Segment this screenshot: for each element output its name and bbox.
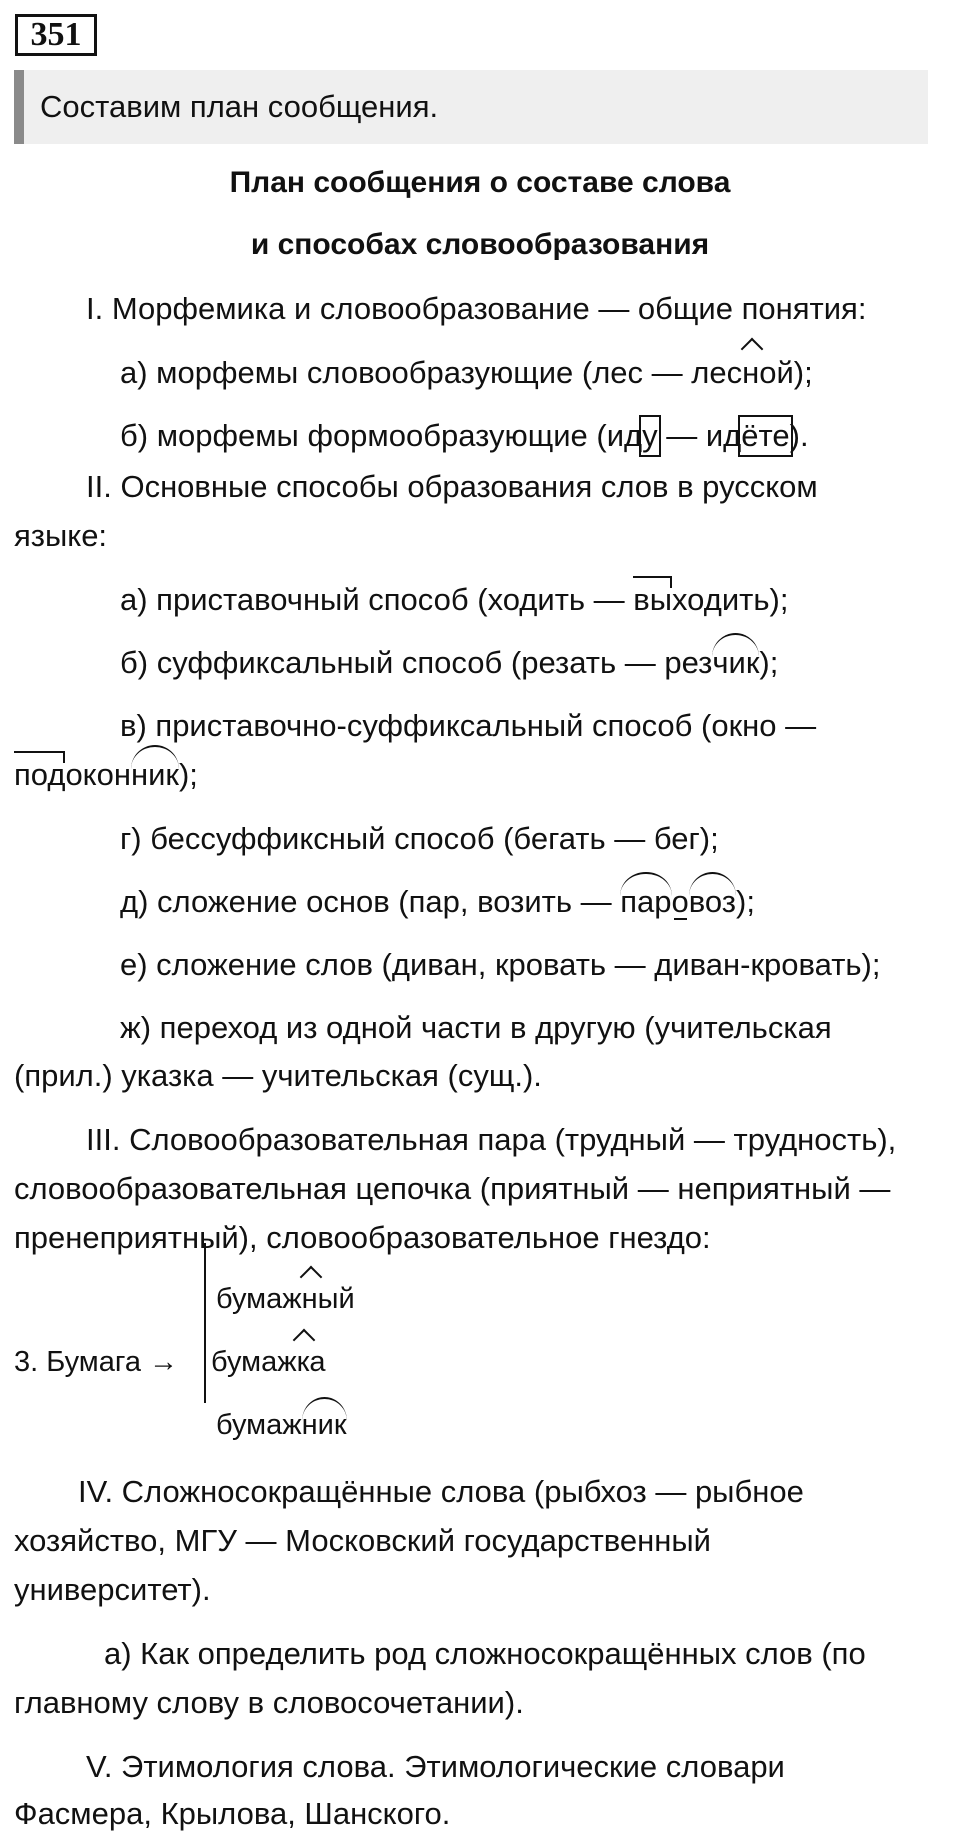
suffix-mark: ник — [301, 1409, 347, 1441]
prefix-mark: вы — [633, 582, 673, 617]
section-2-item-g: г) бессуффиксный способ (бегать — бег); — [120, 821, 719, 856]
item-text: ); — [736, 884, 755, 919]
ending-mark: у — [642, 418, 658, 453]
item-text: ый — [317, 1283, 355, 1315]
word-nest-item-2 — [211, 1346, 325, 1379]
section-4-line-2: хозяйство, МГУ — Московский государственный — [14, 1523, 711, 1558]
section-5-line-1: V. Этимология слова. Этимологические словари — [86, 1749, 785, 1784]
ending-mark: ёте — [741, 418, 790, 453]
section-4-item-a-line-1: а) Как определить род сложносокращённых слов (по — [104, 1636, 866, 1671]
item-text: — ид — [657, 418, 742, 453]
section-2-item-zh-line-1: ж) переход из одной части в другую (учительская — [120, 1010, 832, 1045]
item-text: бумаж — [216, 1409, 302, 1441]
item-text: а) приставочный способ (ходить — — [120, 582, 634, 617]
plan-title-line-1: План сообщения о составе слова — [229, 166, 731, 199]
item-text: ); — [178, 757, 198, 792]
suffix-mark: н — [301, 1283, 318, 1315]
task-statement: Составим план сообщения. — [14, 70, 928, 144]
section-2-heading-line-2: языке: — [14, 518, 108, 553]
suffix-mark: чик — [712, 645, 760, 680]
item-text: б) морфемы формообразующие (ид — [120, 418, 643, 453]
section-3-line-2: словообразовательная цепочка (приятный — неприятный — — [14, 1171, 891, 1206]
item-text: а) морфемы словообразующие (лес — лес — [120, 355, 743, 390]
item-text: бумаж — [216, 1283, 302, 1315]
item-text: ходить); — [672, 582, 789, 617]
section-4-line-1: IV. Сложносокращённые слова (рыбхоз — рыбное — [78, 1474, 804, 1509]
section-3-line-1: III. Словообразовательная пара (трудный — трудность), — [86, 1122, 897, 1157]
section-1-item-b — [120, 418, 809, 454]
item-text: б) суффиксальный способ (резать — рез — [120, 645, 713, 680]
suffix-mark: ник — [130, 757, 179, 792]
section-2-item-e: е) сложение слов (диван, кровать — диван-кровать); — [120, 947, 881, 982]
section-2-item-d — [120, 884, 755, 920]
item-text: ). — [789, 418, 809, 453]
item-text: окон — [65, 757, 131, 792]
section-2-heading-line-1: II. Основные способы образования слов в русском — [86, 469, 818, 504]
item-text: а — [309, 1346, 326, 1378]
section-2-item-c-line-1: в) приставочно-суффиксальный способ (окно — — [120, 708, 817, 743]
root-mark: пар — [620, 884, 672, 919]
word-nest-item-3 — [216, 1409, 347, 1442]
section-2-item-zh-line-2: (прил.) указка — учительская (сущ.). — [14, 1058, 542, 1093]
section-5-line-2: Фасмера, Крылова, Шанского. — [14, 1796, 451, 1831]
item-text: д) сложение основ (пар, возить — — [120, 884, 621, 919]
word-nest-root: 3. Бумага → — [14, 1346, 179, 1378]
section-4-item-a-line-2: главному слову в словосочетании). — [14, 1685, 524, 1720]
item-text: бумаж — [211, 1346, 297, 1378]
suffix-mark: н — [742, 355, 760, 390]
word-nest-item-1 — [216, 1283, 355, 1316]
section-1-heading: I. Морфемика и словообразование — общие понятия: — [86, 291, 867, 326]
section-2-item-b — [120, 645, 778, 681]
word-nest-bracket — [204, 1243, 206, 1403]
section-1-item-a — [120, 355, 813, 391]
section-4-line-3: университет). — [14, 1572, 211, 1607]
prefix-mark: под — [14, 757, 66, 792]
section-2-item-c-line-2 — [14, 757, 198, 793]
linking-vowel-mark: о — [671, 884, 689, 919]
suffix-mark: к — [296, 1346, 310, 1378]
root-mark: воз — [688, 884, 737, 919]
exercise-number: 351 — [15, 14, 97, 56]
plan-title-line-2: и способах словообразования — [250, 228, 710, 261]
item-text: ); — [759, 645, 779, 680]
section-2-item-a — [120, 582, 788, 618]
section-3-line-3: пренеприятный), словообразовательное гнездо: — [14, 1220, 711, 1255]
item-text: ой); — [759, 355, 813, 390]
